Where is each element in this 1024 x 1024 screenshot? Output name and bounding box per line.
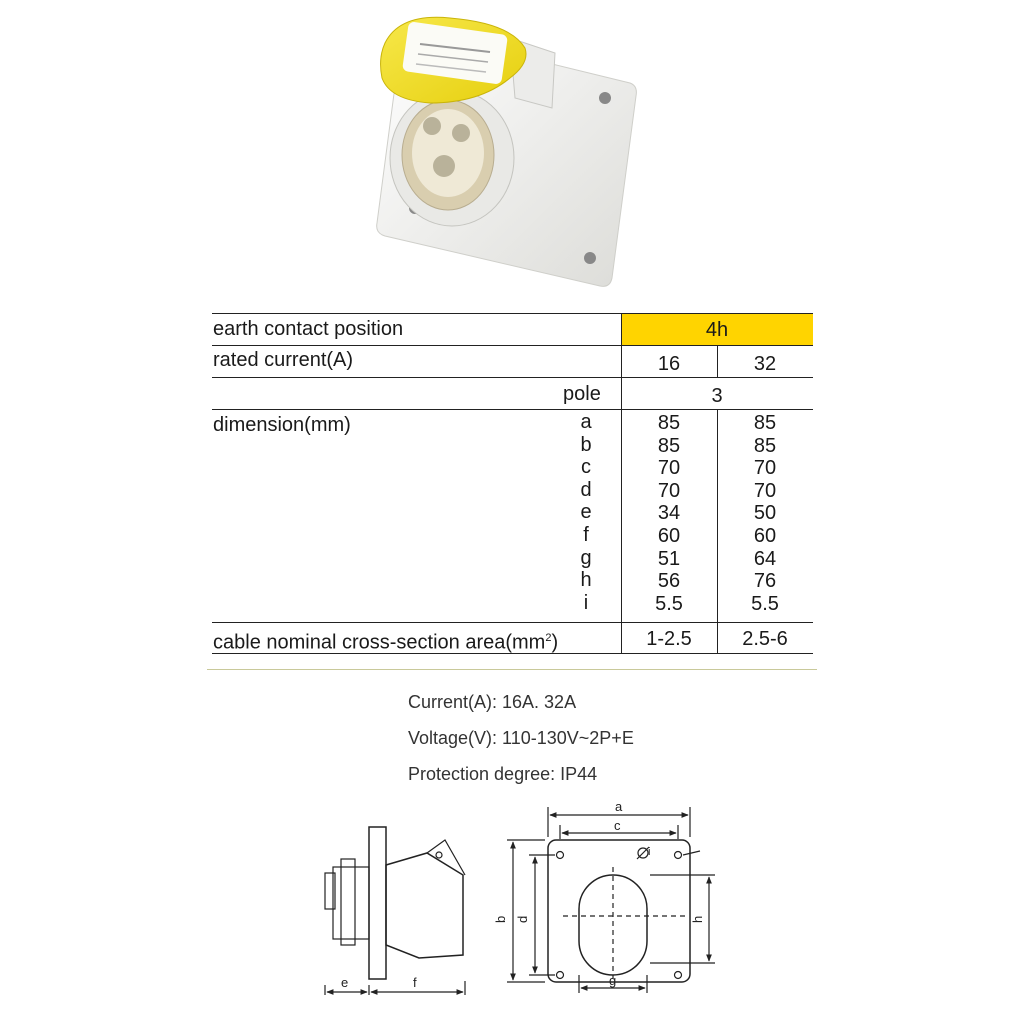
earth-contact-label: earth contact position <box>213 318 404 340</box>
dimension-value-16: 56 <box>657 570 681 593</box>
socket-product-image <box>360 8 650 298</box>
dimension-value-16: 34 <box>657 502 681 525</box>
rated-current-label: rated current(A) <box>213 349 354 371</box>
dimension-letter: a <box>580 411 592 433</box>
dimension-letter: i <box>583 591 589 614</box>
cable-32: 2.5-6 <box>742 628 788 650</box>
dimension-value-16: 85 <box>657 434 681 457</box>
pole-row <box>212 377 813 409</box>
earth-contact-value: 4h <box>705 319 729 341</box>
cable-label-close: ) <box>551 631 559 654</box>
dimension-values-32 <box>717 412 813 615</box>
dimension-letter: c <box>581 456 591 479</box>
dimension-row <box>212 409 813 622</box>
rated-current-16: 16 <box>657 353 681 375</box>
cable-label-text: cable nominal cross-section area(mm <box>213 631 546 654</box>
cable-label <box>213 627 558 654</box>
dimension-value-32: 60 <box>753 524 777 547</box>
pole-value: 3 <box>711 385 723 407</box>
label-a: a <box>615 799 623 814</box>
rated-current-row <box>212 345 813 377</box>
dimension-letter: e <box>580 501 592 524</box>
dimension-letter: f <box>583 523 589 546</box>
dimension-value-32: 70 <box>753 457 777 480</box>
cable-row <box>212 622 813 654</box>
dimension-value-16: 70 <box>657 457 681 480</box>
label-b: b <box>493 915 508 923</box>
rated-current-32: 32 <box>753 353 777 375</box>
dimension-value-32: 85 <box>753 434 777 457</box>
section-divider <box>207 669 817 670</box>
label-e: e <box>341 975 349 990</box>
dimension-value-16: 5.5 <box>655 592 683 615</box>
cable-label-sup: 2 <box>545 632 552 644</box>
dimension-letter: d <box>580 478 592 501</box>
dimension-value-32: 76 <box>753 570 777 593</box>
label-i: i <box>648 846 651 858</box>
dimension-values-16 <box>621 412 717 615</box>
front-view <box>507 807 715 993</box>
protection-spec: Protection degree: IP44 <box>408 764 598 784</box>
voltage-spec: Voltage(V): 110-130V~2P+E <box>408 728 634 748</box>
dimension-value-32: 70 <box>753 479 777 502</box>
dimension-value-32: 50 <box>753 502 777 525</box>
dimension-value-32: 85 <box>753 412 777 434</box>
dimension-letters <box>574 411 598 614</box>
dimension-value-16: 60 <box>657 524 681 547</box>
earth-contact-row <box>212 313 813 345</box>
label-c: c <box>614 818 621 833</box>
dimension-letter: g <box>580 546 592 569</box>
cable-16: 1-2.5 <box>646 628 692 650</box>
dimension-value-16: 70 <box>657 479 681 502</box>
spec-table <box>212 313 813 654</box>
dimension-letter: h <box>580 569 592 592</box>
label-d: d <box>515 915 530 923</box>
dimension-letter: b <box>580 433 592 456</box>
pole-label: pole <box>563 383 601 405</box>
dimension-value-16: 51 <box>657 547 681 570</box>
label-h: h <box>690 915 705 923</box>
dimension-value-16: 85 <box>657 412 681 434</box>
label-f: f <box>413 975 417 990</box>
dimension-drawing <box>315 795 725 1000</box>
side-view <box>325 827 465 995</box>
dimension-value-32: 5.5 <box>751 592 779 615</box>
label-g: g <box>609 973 617 988</box>
dimension-label: dimension(mm) <box>213 414 351 436</box>
current-spec: Current(A): 16A. 32A <box>408 692 577 712</box>
dimension-value-32: 64 <box>753 547 777 570</box>
